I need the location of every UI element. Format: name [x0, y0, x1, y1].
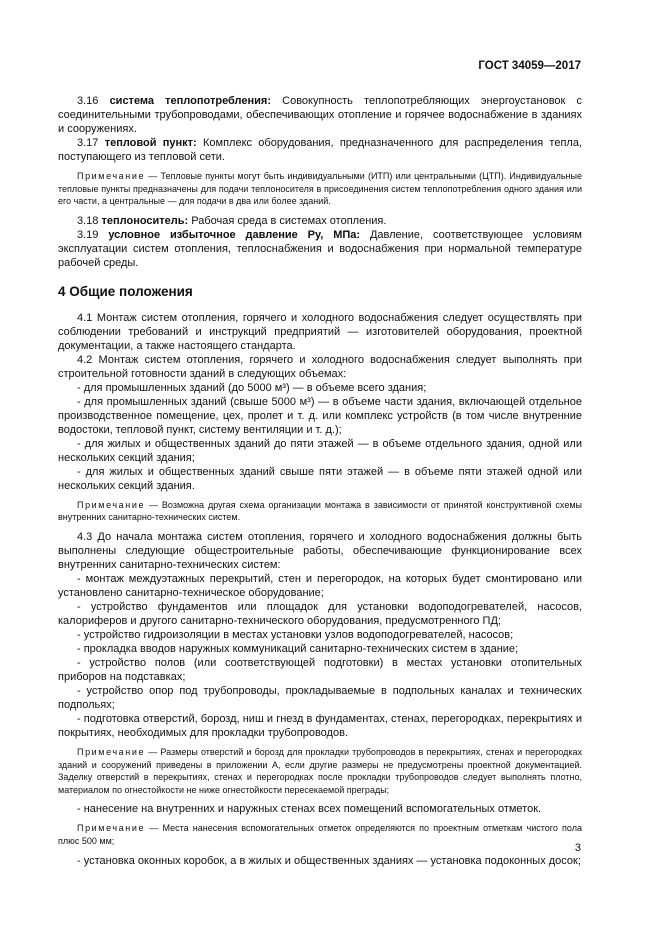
clause-number: 3.19: [77, 228, 99, 241]
definition-3-16: [58, 94, 582, 136]
list-item: - для жилых и общественных зданий до пяти этажей — в объеме отдельного здания, одной или нескольких секций здания;: [58, 437, 582, 464]
note-label: Примечание: [77, 499, 146, 510]
paragraph: 4.2 Монтаж систем отопления, горячего и холодного водоснабжения следует выполнять при строительной готовности зданий в следующих объемах:: [58, 353, 582, 380]
clause-number: 3.16: [77, 95, 99, 107]
list-item: - для жилых и общественных зданий свыше пяти этажей — в объеме пяти этажей одной или нескольких секций здания.: [58, 465, 582, 492]
note-text: — Возможна другая схема организации монтажа в зависимости от принятой конструктивной схемы внутренних санитарно-технических систем.: [58, 499, 582, 523]
list-item: - для промышленных зданий (до 5000 м³) — в объеме всего здания;: [77, 381, 427, 394]
section-heading: 4 Общие положения: [58, 283, 193, 299]
page-number: 3: [574, 842, 581, 854]
list-item: - монтаж междуэтажных перекрытий, стен и перегородок, на которых будет смонтировано или установлено санитарно-техническое оборудование;: [58, 572, 582, 599]
list-item: - устройство гидроизоляции в местах установки узлов водоподогревателей, насосов;: [77, 628, 514, 641]
note: [58, 822, 582, 847]
definition-3-17: [58, 136, 582, 164]
list-item: - устройство опор под трубопроводы, прокладываемые в подпольных каналах и технических подпольях;: [58, 684, 582, 711]
term: система теплопотребления:: [109, 95, 272, 107]
note: [58, 746, 582, 796]
clause-number: 3.17: [77, 137, 99, 149]
page-content: [58, 94, 582, 868]
note: [58, 170, 582, 208]
term: теплоноситель:: [101, 214, 189, 227]
note-label: Примечание: [77, 746, 146, 757]
list-item: - подготовка отверстий, борозд, ниш и гнезд в фундаментах, стенах, перегородках, перекрытиях и покрытиях, необходимых для прокладки трубопроводов.: [58, 712, 582, 739]
definition-text: Рабочая среда в системах отопления.: [188, 214, 387, 227]
definition-text: Комплекс оборудования, предназначенного для распределения тепла, поступающего из тепловой сети.: [58, 137, 582, 163]
list-item: - устройство фундаментов или площадок для установки водоподогревателей, насосов, калориферов и другого санитарно-технического оборудования, предусмотренного ПД;: [58, 600, 582, 627]
note-text: — Размеры отверстий и борозд для прокладки трубопроводов в перекрытиях, стенах и перегородках зданий и сооружений приведены в приложении А, если другие размеры не предусмотрены проектной документацией. Заделку отверстий в перекрытиях, стенах и перегородках после прокладки трубопроводов следует выполнять плотно, материалом по огнестойкости не ниже огнестойкости пересекаемой преграды;: [58, 746, 582, 795]
note: [58, 499, 582, 524]
paragraph: 4.1 Монтаж систем отопления, горячего и холодного водоснабжения следует осуществлять при соблюдении требований и инструкций предприятий — изготовителей оборудования, проектной документации, а также настоящего стандарта.: [58, 311, 582, 352]
list-item: - устройство полов (или соответствующей подготовки) в местах установки отопительных приборов на подставках;: [58, 656, 582, 683]
definition-text: Совокупность теплопотребляющих энергоустановок с соединительными трубопроводами, обеспечивающих отопление и горячее водоснабжение в зданиях и сооружениях.: [58, 95, 582, 135]
list-item: - нанесение на внутренних и наружных стенах всех помещений вспомогательных отметок.: [77, 803, 542, 816]
standard-header: ГОСТ 34059—2017: [478, 60, 581, 72]
list-item: - для промышленных зданий (свыше 5000 м³) — в объеме части здания, включающей отдельное производственное помещение, цех, пролет и т. д. или комплекс устройств (в том числе внутренние водостоки, тепловой пункт, систему вентиляции и т. д.);: [58, 395, 582, 436]
definition-3-18: [58, 214, 582, 228]
note-label: Примечание: [77, 823, 146, 834]
paragraph: 4.3 До начала монтажа систем отопления, горячего и холодного водоснабжения должны быть выполнены следующие общестроительные работы, обеспечивающие функционирование всех внутренних санитарно-технических систем:: [58, 530, 582, 571]
list-item: - установка оконных коробок, а в жилых и общественных зданиях — установка подоконных досок;: [77, 854, 581, 867]
term: условное избыточное давление Pу, МПа:: [108, 228, 361, 241]
definition-text: Давление, соответствующее условиям эксплуатации систем отопления, теплоснабжения и водоснабжения при нормальной температуре рабочей среды.: [58, 228, 582, 269]
definition-3-19: [58, 228, 582, 270]
clause-number: 3.18: [77, 214, 99, 227]
list-item: - прокладка вводов наружных коммуникаций санитарно-технических систем в здание;: [77, 642, 519, 655]
note-text: — Места нанесения вспомогательных отметок определяются по проектным отметкам чистого пола плюс 500 мм;: [58, 823, 582, 846]
term: тепловой пункт:: [104, 137, 197, 149]
note-label: Примечание: [77, 171, 146, 181]
note-text: — Тепловые пункты могут быть индивидуальными (ИТП) или центральными (ЦТП). Индивидуальные тепловые пункты предназначены для подачи теплоносителя в присоединения систем теплопотребления одного здания или его части, а центральные — для подачи в два или более зданий.: [58, 171, 582, 207]
